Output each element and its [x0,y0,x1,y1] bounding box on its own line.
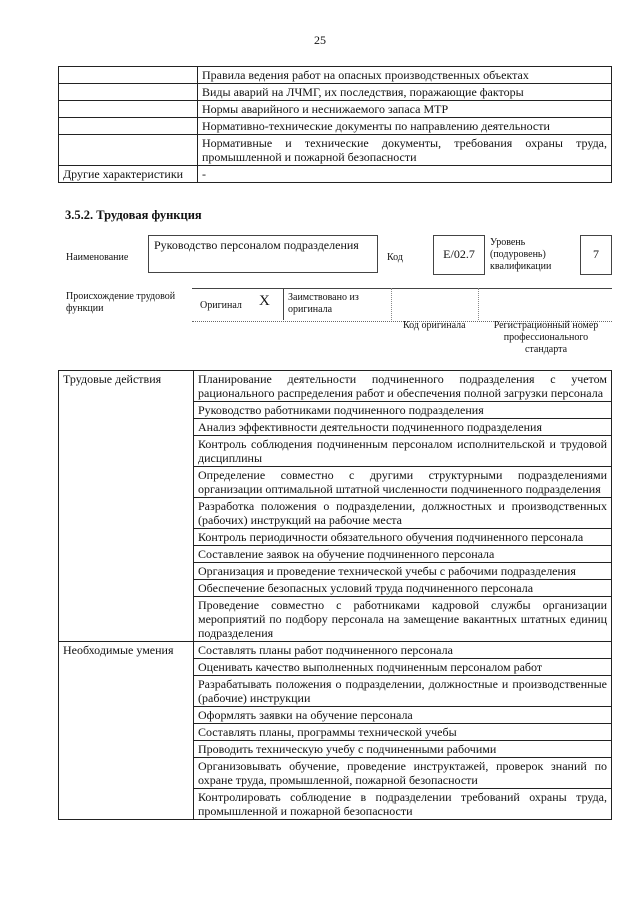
row-label-empty [59,67,198,84]
name-value: Руководство персоналом подразделения [148,235,378,273]
required-skills-label: Необходимые умения [59,642,194,820]
original-label: Оригинал [200,300,242,311]
knowledge-item: Правила ведения работ на опасных производственных объектах [198,67,612,84]
skill-item: Оформлять заявки на обучение персонала [194,707,612,724]
table-row [59,67,612,84]
table-row [59,118,612,135]
origin-divider [391,288,393,320]
section-title: 3.5.2. Трудовая функция [65,208,202,222]
name-label: Наименование [66,252,129,263]
skill-item: Проводить техническую учебу с подчиненными рабочими [194,741,612,758]
level-value: 7 [580,235,612,275]
row-label-empty [59,135,198,166]
page-number: 25 [314,33,326,47]
knowledge-item: Нормы аварийного и неснижаемого запаса МТР [198,101,612,118]
labor-action-item: Разработка положения о подразделении, должностных и производственных (рабочих) инструкций на рабочие места [194,498,612,529]
labor-action-item: Обеспечение безопасных условий труда подчиненного персонала [194,580,612,597]
code-label: Код [387,252,403,263]
origin-row [192,288,612,322]
origin-divider [283,288,285,320]
labor-action-item: Организация и проведение технической учебы с рабочими подразделения [194,563,612,580]
knowledge-item: Виды аварий на ЛЧМГ, их последствия, поражающие факторы [198,84,612,101]
function-table [58,370,612,820]
code-original-label: Код оригинала [403,320,466,331]
table-row [59,84,612,101]
labor-action-item: Планирование деятельности подчиненного подразделения с учетом рационального распределения работ и обеспечения полной загрузки персонала [194,371,612,402]
code-value: E/02.7 [433,235,485,275]
other-characteristics-label: Другие характеристики [59,166,198,183]
labor-action-item: Контроль периодичности обязательного обучения подчиненного персонала [194,529,612,546]
table-row [59,166,612,183]
table-row [59,135,612,166]
labor-action-item: Составление заявок на обучение подчиненного персонала [194,546,612,563]
skill-item: Оценивать качество выполненных подчиненным персоналом работ [194,659,612,676]
knowledge-table [58,66,612,183]
table-row [59,371,612,402]
table-row [59,101,612,118]
skill-item: Контролировать соблюдение в подразделении требований охраны труда, промышленной и пожарной безопасности [194,789,612,820]
skill-item: Составлять планы работ подчиненного персонала [194,642,612,659]
knowledge-item: Нормативные и технические документы, требования охраны труда, промышленной и пожарной безопасности [198,135,612,166]
labor-actions-label: Трудовые действия [59,371,194,642]
origin-label: Происхождение трудовой функции [66,291,176,314]
knowledge-item: Нормативно-технические документы по направлению деятельности [198,118,612,135]
labor-action-item: Контроль соблюдения подчиненным персоналом исполнительской и трудовой дисциплины [194,436,612,467]
labor-action-item: Проведение совместно с работниками кадровой службы организации мероприятий по подбору персонала на замещение вакантных штатных единиц подразделения [194,597,612,642]
level-label: Уровень (подуровень) квалификации [490,237,552,272]
labor-action-item: Определение совместно с другими структурными подразделениями организации оптимальной штатной численности подчиненного подразделения [194,467,612,498]
origin-divider [478,288,480,320]
row-label-empty [59,101,198,118]
labor-action-item: Руководство работниками подчиненного подразделения [194,402,612,419]
table-row [59,642,612,659]
labor-action-item: Анализ эффективности деятельности подчиненного подразделения [194,419,612,436]
borrowed-label: Заимствовано из оригинала [288,292,359,315]
skill-item: Организовывать обучение, проведение инструктажей, проверок знаний по охране труда, промышленной, пожарной безопасности [194,758,612,789]
reg-number-label: Регистрационный номер профессионального стандарта [493,320,599,355]
other-characteristics-value: - [198,166,612,183]
row-label-empty [59,118,198,135]
row-label-empty [59,84,198,101]
original-mark: X [259,293,270,309]
skill-item: Составлять планы, программы технической учебы [194,724,612,741]
skill-item: Разрабатывать положения о подразделении, должностные и производственные (рабочие) инструкции [194,676,612,707]
